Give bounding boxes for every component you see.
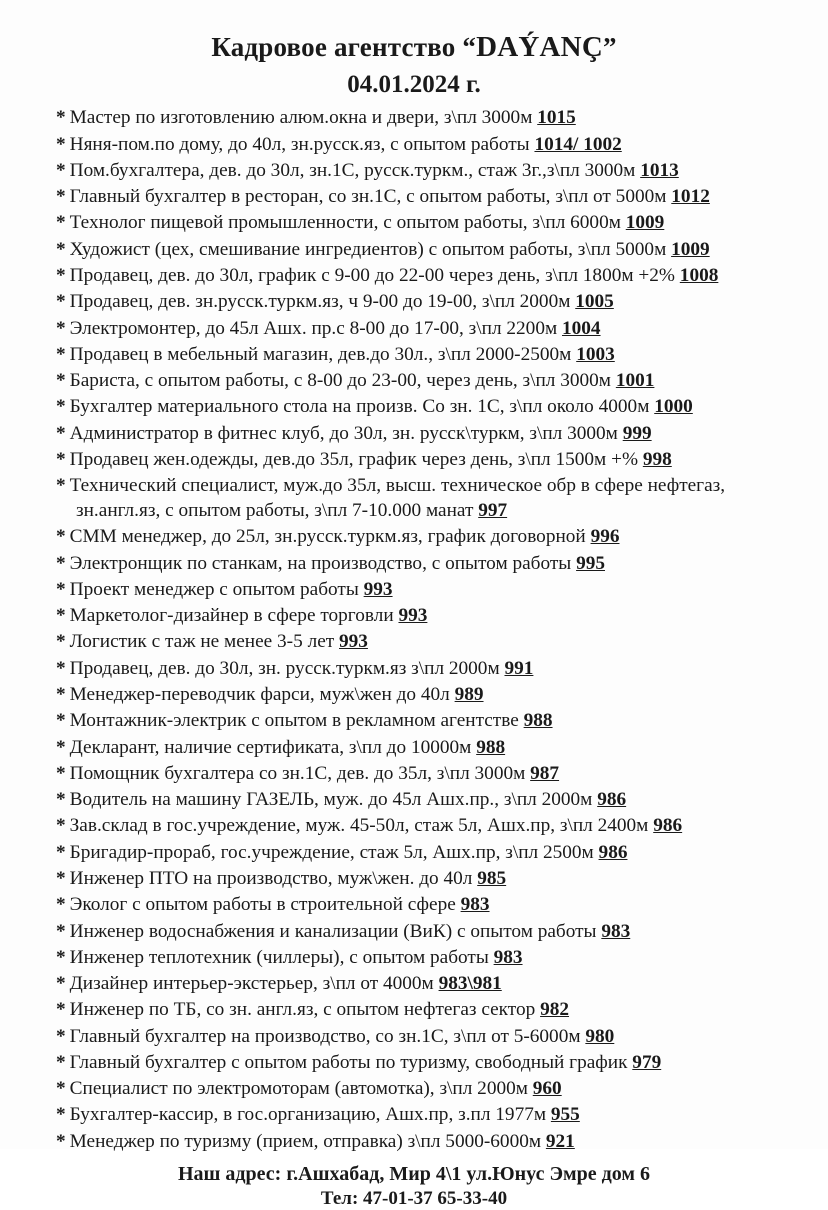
vacancy-text: Монтажник-электрик с опытом в рекламном агентстве (69, 710, 519, 732)
vacancy-code: 1000 (654, 396, 693, 418)
vacancy-text: Зав.склад в гос.учреждение, муж. 45-50л, стаж 5л, Ашх.пр, з\пл 2400м (69, 815, 649, 837)
vacancy-text: Бригадир-прораб, гос.учреждение, стаж 5л, Ашх.пр, з\пл 2500м (69, 841, 594, 863)
list-item (56, 709, 790, 734)
vacancy-code: 1013 (640, 159, 679, 181)
vacancy-text: Няня-пом.по дому, до 40л, зн.русск.яз, с опытом работы (69, 133, 530, 155)
bullet-star: * (56, 526, 66, 548)
list-item (56, 422, 790, 447)
list-item (56, 474, 790, 524)
bullet-star: * (56, 107, 66, 129)
list-item (56, 290, 790, 315)
bullet-star: * (56, 552, 66, 574)
vacancy-text: Бухгалтер материального стола на произв. Со зн. 1С, з\пл около 4000м (69, 396, 650, 418)
footer-address: Наш адрес: г.Ашхабад, Мир 4\1 ул.Юнус Эмре дом 6 (177, 1162, 650, 1185)
vacancy-code: 988 (523, 710, 553, 732)
list-item (56, 630, 790, 655)
vacancy-text: Электромонтер, до 45л Ашх. пр.с 8-00 до 17-00, з\пл 2200м (69, 317, 558, 339)
list-item (56, 920, 790, 945)
vacancy-text: Мастер по изготовлению алюм.окна и двери, з\пл 3000м (69, 107, 533, 129)
document-footer (34, 1162, 794, 1210)
list-item (56, 867, 790, 892)
bullet-star: * (56, 291, 66, 313)
vacancy-code: 986 (653, 815, 683, 837)
bullet-star: * (56, 867, 66, 889)
list-item (56, 448, 790, 473)
bullet-star: * (56, 815, 66, 837)
list-item (56, 317, 790, 342)
vacancy-code: 960 (532, 1078, 562, 1100)
list-item (56, 841, 790, 866)
vacancy-text: Бариста, с опытом работы, с 8-00 до 23-00, через день, з\пл 3000м (69, 370, 612, 392)
footer-phone: Тел: 47-01-37 65-33-40 (320, 1187, 508, 1209)
bullet-star: * (56, 973, 66, 995)
vacancy-code: 1012 (671, 186, 710, 208)
vacancy-code: 1004 (562, 317, 601, 339)
bullet-star: * (56, 657, 66, 679)
vacancy-text: Эколог с опытом работы в строительной сфере (69, 894, 456, 916)
page-title (34, 30, 794, 65)
vacancy-code: 980 (585, 1025, 615, 1047)
title-suffix: ” (602, 32, 617, 62)
bullet-star: * (56, 1025, 66, 1047)
bullet-star: * (56, 999, 66, 1021)
bullet-star: * (56, 1078, 66, 1100)
bullet-star: * (56, 946, 66, 968)
agency-brand: DAÝANÇ (476, 31, 603, 63)
vacancy-text: Проект менеджер с опытом работы (69, 578, 359, 600)
vacancy-text: Инженер водоснабжения и канализации (ВиК) с опытом работы (69, 920, 597, 942)
vacancy-text: Художист (цех, смешивание ингредиентов) с опытом работы, з\пл 5000м (69, 238, 667, 260)
bullet-star: * (56, 736, 66, 758)
vacancy-text: Электронщик по станкам, на производство, с опытом работы (69, 552, 572, 574)
list-item (56, 1025, 790, 1050)
bullet-star: * (56, 789, 66, 811)
vacancy-code: 983 (601, 920, 631, 942)
list-item (56, 106, 790, 131)
list-item (56, 657, 790, 682)
vacancy-code: 1014/ 1002 (534, 133, 622, 155)
list-item (56, 552, 790, 577)
list-item (56, 998, 790, 1023)
vacancy-code: 985 (477, 867, 507, 889)
bullet-star: * (56, 920, 66, 942)
vacancy-text: Специалист по электромоторам (автомотка), з\пл 2000м (69, 1078, 528, 1100)
vacancy-text: Технический специалист, муж.до 35л, высш. техническое обр в сфере нефтегаз, зн.англ.яз, с опытом работы, з\пл 7-10.000 манат (69, 475, 726, 522)
vacancy-code: 982 (540, 999, 570, 1021)
vacancy-code: 983 (493, 946, 523, 968)
vacancy-text: Продавец в мебельный магазин, дев.до 30л., з\пл 2000-2500м (69, 343, 572, 365)
list-item (56, 893, 790, 918)
vacancy-code: 1009 (671, 238, 710, 260)
list-item (56, 159, 790, 184)
vacancy-code: 988 (476, 736, 506, 758)
list-item (56, 1051, 790, 1076)
vacancy-code: 1009 (625, 212, 665, 234)
bullet-star: * (56, 238, 66, 260)
vacancy-list (34, 106, 794, 1154)
vacancy-text: Логистик с таж не менее 3-5 лет (69, 631, 335, 653)
bullet-star: * (56, 159, 66, 181)
bullet-star: * (56, 186, 66, 208)
bullet-star: * (56, 605, 66, 627)
list-item (56, 211, 790, 236)
list-item (56, 1130, 790, 1155)
vacancy-text: Инженер по ТБ, со зн. англ.яз, с опытом нефтегаз сектор (69, 999, 536, 1021)
bullet-star: * (56, 370, 66, 392)
list-item (56, 395, 790, 420)
vacancy-code: 989 (454, 683, 484, 705)
bullet-star: * (56, 133, 66, 155)
bullet-star: * (56, 448, 66, 470)
vacancy-code: 979 (632, 1051, 662, 1073)
list-item (56, 972, 790, 997)
list-item (56, 578, 790, 603)
vacancy-text: Главный бухгалтер с опытом работы по туризму, свободный график (69, 1051, 628, 1073)
vacancy-code: 1003 (576, 343, 615, 365)
bullet-star: * (56, 631, 66, 653)
vacancy-text: Водитель на машину ГАЗЕЛЬ, муж. до 45л Ашх.пр., з\пл 2000м (69, 789, 593, 811)
vacancy-text: Помощник бухгалтера со зн.1С, дев. до 35л, з\пл 3000м (69, 762, 526, 784)
vacancy-code: 983 (460, 894, 490, 916)
list-item (56, 525, 790, 550)
bullet-star: * (56, 422, 66, 444)
vacancy-text: СММ менеджер, до 25л, зн.русск.туркм.яз, график договорной (69, 526, 586, 548)
vacancy-code: 1005 (575, 291, 614, 313)
list-item (56, 185, 790, 210)
vacancy-code: 921 (545, 1130, 575, 1152)
vacancy-text: Бухгалтер-кассир, в гос.организацию, Ашх.пр, з.пл 1977м (69, 1104, 547, 1126)
vacancy-code: 991 (504, 657, 534, 679)
list-item (56, 683, 790, 708)
list-item (56, 343, 790, 368)
vacancy-code: 987 (530, 762, 560, 784)
vacancy-text: Декларант, наличие сертификата, з\пл до 10000м (69, 736, 472, 758)
bullet-star: * (56, 343, 66, 365)
bullet-star: * (56, 894, 66, 916)
bullet-star: * (56, 578, 66, 600)
bullet-star: * (56, 317, 66, 339)
list-item (56, 604, 790, 629)
vacancy-code: 996 (590, 526, 620, 548)
bullet-star: * (56, 396, 66, 418)
vacancy-code: 986 (598, 841, 628, 863)
vacancy-text: Инженер теплотехник (чиллеры), с опытом работы (69, 946, 489, 968)
vacancy-code: 955 (550, 1104, 580, 1126)
vacancy-code: 993 (398, 605, 428, 627)
list-item (56, 238, 790, 263)
vacancy-text: Продавец, дев. до 30л, зн. русск.туркм.яз з\пл 2000м (69, 657, 500, 679)
vacancy-code: 1001 (615, 370, 655, 392)
document-date: 04.01.2024 г. (347, 70, 481, 98)
vacancy-text: Администратор в фитнес клуб, до 30л, зн. русск\туркм, з\пл 3000м (69, 422, 618, 444)
bullet-star: * (56, 212, 66, 234)
vacancy-code: 983\981 (438, 973, 502, 995)
list-item (56, 788, 790, 813)
bullet-star: * (56, 710, 66, 732)
list-item (56, 1077, 790, 1102)
title-prefix: Кадровое агентство “ (211, 32, 477, 62)
vacancy-text: Инженер ПТО на производство, муж\жен. до 40л (69, 867, 473, 889)
vacancy-text: Менеджер-переводчик фарси, муж\жен до 40л (69, 683, 450, 705)
list-item (56, 736, 790, 761)
vacancy-text: Технолог пищевой промышленности, с опытом работы, з\пл 6000м (69, 212, 621, 234)
vacancy-code: 1015 (537, 107, 576, 129)
vacancy-text: Продавец, дев. зн.русск.туркм.яз, ч 9-00 до 19-00, з\пл 2000м (69, 291, 571, 313)
vacancy-text: Менеджер по туризму (прием, отправка) з\пл 5000-6000м (69, 1130, 542, 1152)
list-item (56, 133, 790, 158)
vacancy-text: Главный бухгалтер в ресторан, со зн.1С, с опытом работы, з\пл от 5000м (69, 186, 667, 208)
list-item (56, 946, 790, 971)
bullet-star: * (56, 1130, 66, 1152)
vacancy-text: Дизайнер интерьер-экстерьер, з\пл от 4000м (69, 973, 434, 995)
vacancy-text: Главный бухгалтер на производство, со зн.1С, з\пл от 5-6000м (69, 1025, 581, 1047)
vacancy-code: 986 (597, 789, 627, 811)
bullet-star: * (56, 264, 66, 286)
vacancy-code: 993 (363, 578, 393, 600)
vacancy-text: Продавец жен.одежды, дев.до 35л, график через день, з\пл 1500м +% (69, 448, 639, 470)
bullet-star: * (56, 475, 66, 497)
list-item (56, 762, 790, 787)
vacancy-code: 993 (339, 631, 368, 653)
vacancy-text: Маркетолог-дизайнер в сфере торговли (69, 605, 394, 627)
vacancy-text: Продавец, дев. до 30л, график с 9-00 до 22-00 через день, з\пл 1800м +2% (69, 264, 675, 286)
vacancy-code: 999 (622, 422, 652, 444)
bullet-star: * (56, 1104, 66, 1126)
bullet-star: * (56, 683, 66, 705)
vacancy-code: 1008 (679, 264, 719, 286)
bullet-star: * (56, 1051, 66, 1073)
list-item (56, 264, 790, 289)
vacancy-code: 998 (642, 448, 672, 470)
list-item (56, 1103, 790, 1128)
vacancy-code: 997 (478, 500, 508, 522)
bullet-star: * (56, 841, 66, 863)
vacancy-code: 995 (576, 552, 605, 574)
list-item (56, 369, 790, 394)
bullet-star: * (56, 762, 66, 784)
vacancy-text: Пом.бухгалтера, дев. до 30л, зн.1С, русск.туркм., стаж 3г.,з\пл 3000м (69, 159, 636, 181)
list-item (56, 814, 790, 839)
